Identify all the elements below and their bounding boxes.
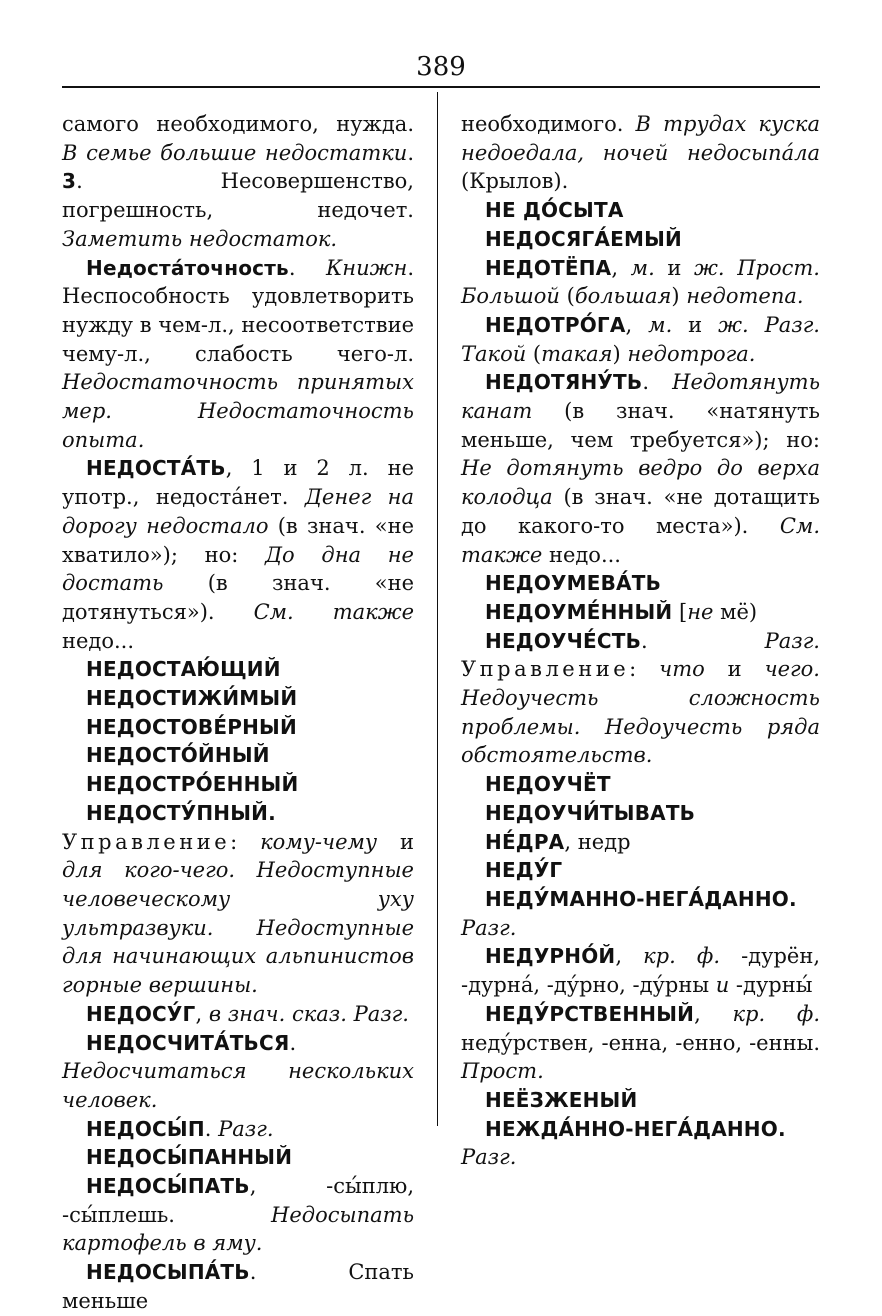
headword: НЕДОСЯГА́ЕМЫЙ bbox=[485, 226, 682, 251]
dictionary-entry bbox=[62, 1143, 414, 1172]
entry-text: : bbox=[629, 657, 660, 682]
entry-text: . Несовершенство, погрешность, недочет. bbox=[62, 169, 414, 223]
dictionary-entry bbox=[461, 110, 820, 196]
entry-text: -дурён, -дурна́, -ду́рно, -ду́рны bbox=[461, 944, 821, 998]
dictionary-entry bbox=[461, 770, 820, 799]
dictionary-entry bbox=[62, 454, 414, 655]
italic-text: Недосыпать картофель в яму. bbox=[62, 1202, 414, 1256]
dictionary-entry bbox=[461, 856, 820, 885]
italic-text: кр. ф. bbox=[643, 944, 720, 969]
headword: НЕДОСУ́Г bbox=[86, 1001, 196, 1026]
headword: НЕДУ́МАННО-НЕГА́ДАННО. bbox=[485, 886, 797, 911]
headword: НЕДОСЫПА́ТЬ bbox=[86, 1260, 250, 1285]
headword: НЕДОТЯНУ́ТЬ bbox=[485, 370, 643, 395]
italic-text: Книжн bbox=[325, 255, 408, 280]
italic-text: Разг. bbox=[218, 1116, 274, 1141]
headword: НЕДУРНО́Й bbox=[485, 944, 616, 969]
headword: НЕДУ́Г bbox=[485, 858, 563, 883]
entry-text: (в знач. «не хватило»); но: bbox=[62, 513, 414, 567]
entry-text: . bbox=[204, 1116, 219, 1141]
dictionary-entry bbox=[461, 942, 820, 999]
italic-text: В трудах куска недоедала, ночей недосыпа́ла bbox=[461, 112, 820, 165]
entry-text: : bbox=[230, 829, 261, 854]
entry-text: необходимого. bbox=[461, 112, 636, 136]
page-number: 389 bbox=[416, 52, 466, 82]
dictionary-entry bbox=[62, 799, 414, 1000]
italic-text: большая bbox=[574, 284, 672, 309]
dictionary-entry bbox=[62, 1115, 414, 1144]
dictionary-entry bbox=[62, 1029, 414, 1115]
dictionary-entry bbox=[62, 741, 414, 770]
dictionary-entry bbox=[461, 885, 820, 942]
entry-text: . Неспособность удовлетворить нужду в чем-л., несоответствие чему-л., слабость чего-л. bbox=[62, 255, 414, 366]
dictionary-entry bbox=[62, 770, 414, 799]
entry-text: , недр bbox=[564, 829, 631, 854]
dictionary-entry bbox=[62, 1172, 414, 1258]
italic-text: такая bbox=[541, 341, 613, 366]
spaced-text: Управление bbox=[62, 829, 231, 854]
entry-text: и bbox=[704, 657, 765, 682]
headword: НЕДОУЧЁТ bbox=[485, 772, 611, 797]
headword: НЕДОСТУ́ПНЫЙ. bbox=[86, 800, 276, 825]
header-rule bbox=[62, 86, 820, 88]
italic-text: Денег на дорогу недостало bbox=[62, 485, 415, 538]
italic-text: недотрога. bbox=[627, 341, 756, 366]
headword: НЕДОУЧЕ́СТЬ bbox=[485, 628, 642, 653]
entry-text: [ bbox=[672, 599, 688, 624]
entry-text: (в знач. «не дотащить до какого-то места»). bbox=[461, 485, 820, 538]
entry-text: , bbox=[611, 255, 631, 280]
entry-text: . bbox=[407, 140, 414, 165]
entry-text: недо... bbox=[542, 542, 621, 567]
entry-text: и bbox=[672, 312, 719, 337]
italic-text: В семье большие недостатки bbox=[62, 140, 408, 165]
italic-text: Недостаточность принятых мер. Недостаточность опыта. bbox=[62, 370, 414, 452]
headword: НЕДУ́РСТВЕННЫЙ bbox=[485, 1001, 695, 1026]
italic-text: в знач. сказ. Разг. bbox=[208, 1001, 409, 1026]
dictionary-entry bbox=[62, 655, 414, 684]
entry-text: . Спать меньше bbox=[62, 1260, 414, 1313]
italic-text: См. также bbox=[253, 599, 415, 624]
italic-text: Заметить недостаток. bbox=[62, 226, 338, 251]
italic-text: для кого-чего. Недоступные человеческому уху ультразвуки. Недоступные для начинающих альпинистов горные вершины. bbox=[62, 858, 414, 998]
italic-text: Разг. bbox=[764, 628, 820, 653]
entry-text: ( bbox=[559, 284, 575, 309]
headword: НЕДОСЫ́ПАННЫЙ bbox=[86, 1145, 293, 1170]
headword: НЕДОСЫ́ПАТЬ bbox=[86, 1174, 250, 1199]
dictionary-entry bbox=[461, 598, 820, 627]
italic-text: что bbox=[659, 657, 705, 682]
headword: НЕДОУМЕВА́ТЬ bbox=[485, 571, 662, 596]
dictionary-entry bbox=[461, 1115, 820, 1172]
headword: НЕДОСЧИТА́ТЬСЯ bbox=[86, 1030, 290, 1055]
column-divider bbox=[437, 92, 438, 1126]
italic-text: и bbox=[715, 973, 730, 998]
headword: НЕЁЗЖЕНЫЙ bbox=[485, 1087, 638, 1112]
headword: НЕДОУЧИ́ТЫВАТЬ bbox=[485, 800, 696, 825]
dictionary-entry bbox=[62, 1000, 414, 1029]
dictionary-entry bbox=[62, 713, 414, 742]
dictionary-entry bbox=[62, 684, 414, 713]
entry-text: (Крылов). bbox=[461, 169, 569, 194]
italic-text: Не дотянуть ведро до верха колодца bbox=[461, 456, 820, 510]
entry-text: . bbox=[289, 1030, 297, 1055]
entry-text: , bbox=[694, 1001, 733, 1026]
dictionary-entry bbox=[461, 627, 820, 771]
italic-text: До дна не достать bbox=[62, 542, 414, 596]
italic-text: Разг. bbox=[461, 915, 517, 940]
dictionary-entry bbox=[62, 254, 414, 455]
headword: НЕЖДА́ННО-НЕГА́ДАННО. bbox=[485, 1116, 786, 1141]
headword: НЕДОСТРО́ЕННЫЙ bbox=[86, 772, 299, 797]
entry-text: мё) bbox=[713, 599, 758, 624]
italic-text: Недосчитаться нескольких человек. bbox=[62, 1059, 414, 1112]
headword: Недоста́точность bbox=[86, 255, 289, 280]
headword: НЕДОСЫ́П bbox=[86, 1116, 205, 1141]
entry-text: и bbox=[654, 255, 695, 280]
dictionary-entry bbox=[62, 110, 414, 254]
headword: НЕДОТРО́ГА bbox=[485, 312, 626, 337]
entry-text: . bbox=[642, 370, 673, 395]
dictionary-entry bbox=[461, 225, 820, 254]
entry-text: и bbox=[377, 829, 414, 854]
headword: НЕДОСТОВЕ́РНЫЙ bbox=[86, 714, 297, 739]
dictionary-entry bbox=[461, 569, 820, 598]
headword: НЕДОСТИЖИ́МЫЙ bbox=[86, 686, 298, 711]
entry-text: , bbox=[625, 312, 649, 337]
italic-text: кр. ф. bbox=[732, 1001, 820, 1026]
dictionary-entry bbox=[461, 1086, 820, 1115]
dictionary-entry bbox=[62, 1258, 414, 1315]
entry-text: недо... bbox=[62, 628, 135, 653]
entry-text: ( bbox=[526, 341, 542, 366]
entry-text: (в знач. «натянуть меньше, чем требуется»); но: bbox=[461, 399, 820, 452]
headword: НЕДОСТАЮ́ЩИЙ bbox=[86, 657, 281, 682]
headword: НЕДОТЁПА bbox=[485, 255, 612, 280]
entry-text: . bbox=[288, 255, 326, 280]
entry-text: , bbox=[615, 944, 644, 969]
right-column bbox=[461, 110, 820, 1172]
bold-text: 3 bbox=[62, 169, 77, 194]
entry-text: . bbox=[641, 628, 765, 653]
left-column bbox=[62, 110, 414, 1316]
italic-text: чего. Недоучесть сложность проблемы. Недоучесть ряда обстоятельств. bbox=[461, 657, 820, 768]
entry-text: , bbox=[195, 1001, 209, 1026]
entry-text: ) bbox=[671, 284, 687, 309]
entry-text: неду́рствен, -енна, -енно, -енны. bbox=[461, 1030, 820, 1055]
dictionary-entry bbox=[461, 311, 820, 368]
italic-text: ж. Разг. Такой bbox=[461, 312, 820, 366]
entry-text: ) bbox=[612, 341, 628, 366]
headword: НЕ ДО́СЫТА bbox=[485, 198, 624, 223]
dictionary-entry bbox=[461, 254, 820, 311]
headword: НЕДОСТО́ЙНЫЙ bbox=[86, 743, 270, 768]
entry-text: (в знач. «не дотянуться»). bbox=[62, 571, 414, 624]
italic-text: Недотянуть канат bbox=[461, 370, 820, 424]
entry-text: самого необходимого, нужда. bbox=[62, 112, 414, 136]
italic-text: недотепа. bbox=[686, 284, 804, 309]
headword: НЕ́ДРА bbox=[485, 829, 565, 854]
spaced-text: Управление bbox=[461, 657, 630, 682]
dictionary-entry bbox=[461, 368, 820, 569]
headword: НЕДОСТА́ТЬ bbox=[86, 456, 226, 481]
italic-text: не bbox=[687, 599, 714, 624]
dictionary-entry bbox=[461, 196, 820, 225]
entry-text: , 1 и 2 л. не употр., недоста́нет. bbox=[62, 456, 414, 510]
dictionary-entry bbox=[461, 828, 820, 857]
entry-text: -дурны́ bbox=[729, 973, 813, 998]
italic-text: м. bbox=[630, 255, 655, 280]
entry-text: , -сы́плю, -сы́плешь. bbox=[62, 1174, 414, 1227]
dictionary-entry bbox=[461, 1000, 820, 1086]
italic-text: м. bbox=[648, 312, 673, 337]
italic-text: ж. Прост. Большой bbox=[461, 255, 820, 309]
italic-text: кому-чему bbox=[260, 829, 378, 854]
italic-text: См. также bbox=[461, 513, 820, 567]
headword: НЕДОУМЕ́ННЫЙ bbox=[485, 599, 673, 624]
italic-text: Разг. bbox=[461, 1145, 517, 1170]
italic-text: Прост. bbox=[461, 1059, 544, 1084]
dictionary-entry bbox=[461, 799, 820, 828]
